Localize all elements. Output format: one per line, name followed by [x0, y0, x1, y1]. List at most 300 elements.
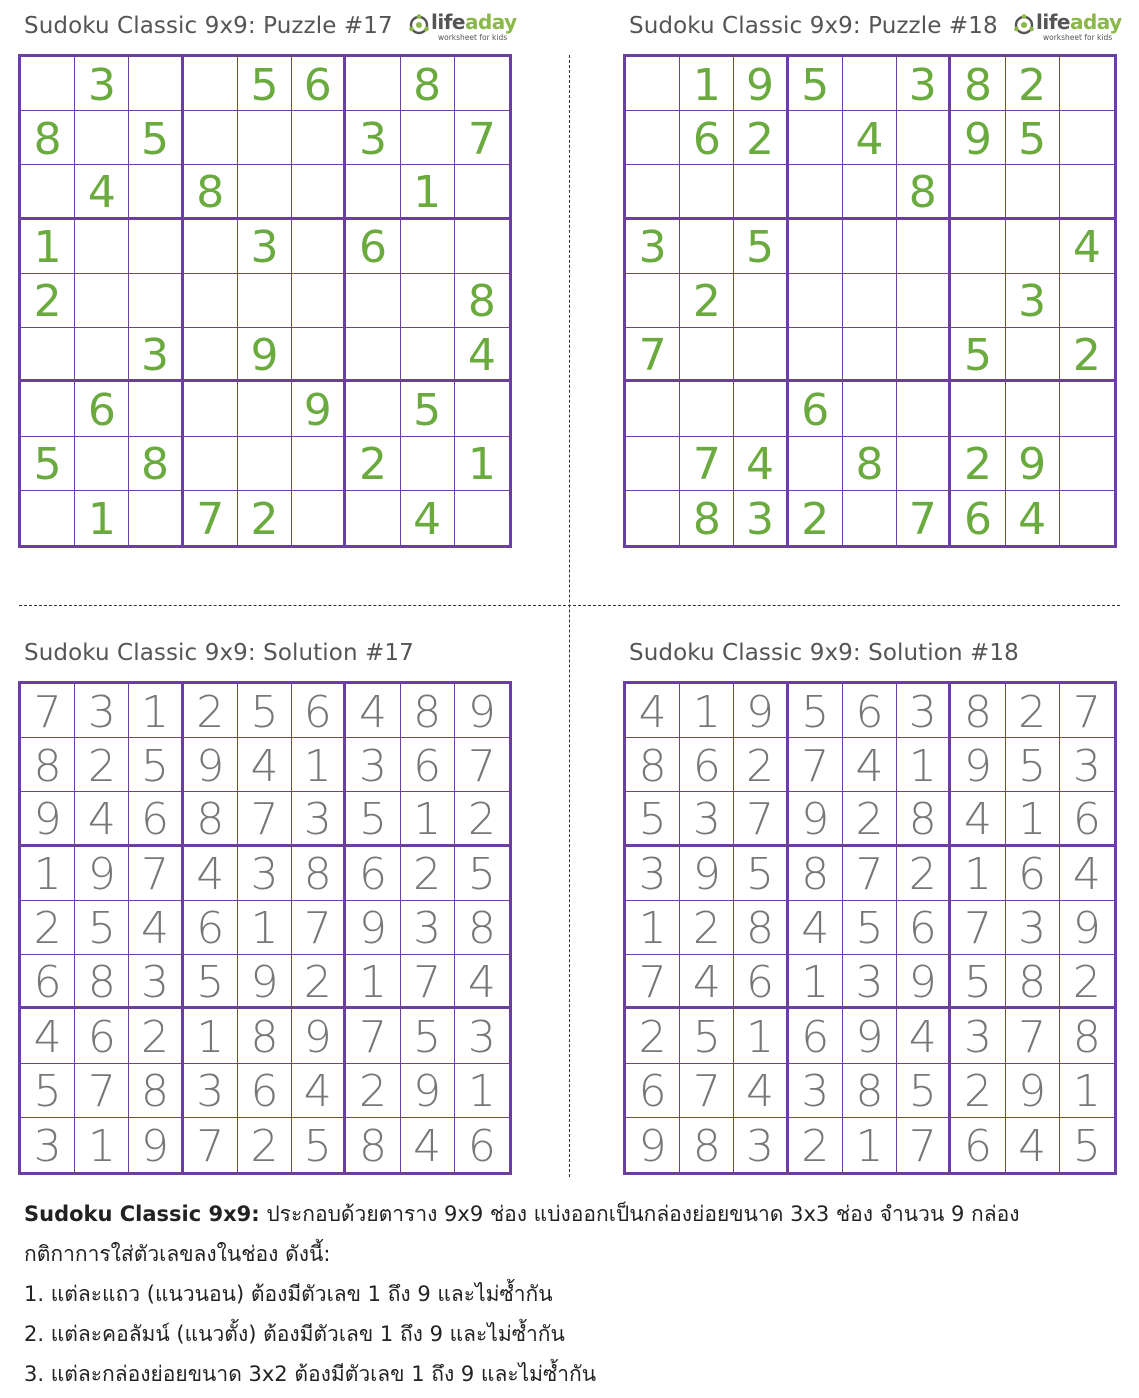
sudoku-cell: 1 [75, 1118, 129, 1172]
sudoku-cell: 1 [75, 491, 129, 545]
sudoku-cell: 7 [238, 792, 292, 846]
sudoku-cell [626, 437, 680, 491]
sudoku-cell [1006, 165, 1060, 219]
sudoku-cell: 1 [897, 738, 951, 792]
sudoku-cell: 9 [843, 1009, 897, 1063]
lifeaday-logo [1013, 10, 1122, 46]
sudoku-cell: 9 [734, 57, 788, 111]
sudoku-cell: 2 [789, 491, 843, 545]
sudoku-cell: 3 [626, 220, 680, 274]
sudoku-cell: 3 [897, 684, 951, 738]
sudoku-cell: 6 [346, 220, 400, 274]
sudoku-cell: 1 [789, 955, 843, 1009]
sudoku-cell [455, 220, 509, 274]
sudoku-cell: 5 [401, 1009, 455, 1063]
sudoku-cell: 8 [292, 847, 346, 901]
sudoku-cell: 2 [75, 738, 129, 792]
sudoku-cell: 2 [951, 437, 1005, 491]
sudoku-cell: 3 [75, 684, 129, 738]
sudoku-cell: 8 [897, 165, 951, 219]
puzzle-17-title: Sudoku Classic 9x9: Puzzle #17 [24, 13, 393, 39]
sudoku-cell: 6 [680, 738, 734, 792]
sudoku-cell: 9 [129, 1118, 183, 1172]
sudoku-cell: 5 [626, 792, 680, 846]
vertical-cut-line [569, 55, 570, 1177]
sudoku-cell: 6 [1006, 847, 1060, 901]
sudoku-cell: 7 [1060, 684, 1114, 738]
sudoku-cell: 6 [346, 847, 400, 901]
sudoku-cell: 4 [1060, 220, 1114, 274]
sudoku-cell: 9 [897, 955, 951, 1009]
sudoku-cell: 5 [1072, 1120, 1101, 1172]
rule-2: 2. แต่ละคอลัมน์ (แนวตั้ง) ต้องมีตัวเลข 1 ถึง 9 และไม่ซ้ำกัน [24, 1322, 565, 1346]
sudoku-cell: 6 [734, 955, 788, 1009]
sudoku-cell: 7 [184, 491, 238, 545]
sudoku-cell [129, 382, 183, 436]
puzzle-18-title: Sudoku Classic 9x9: Puzzle #18 [629, 13, 998, 39]
sudoku-cell: 8 [21, 738, 75, 792]
sudoku-cell: 9 [455, 684, 509, 738]
sudoku-cell: 8 [401, 684, 455, 738]
sudoku-cell: 9 [1006, 1064, 1060, 1118]
sudoku-cell [346, 57, 400, 111]
sudoku-cell: 2 [238, 491, 292, 545]
sudoku-cell: 6 [401, 738, 455, 792]
sudoku-cell: 4 [346, 684, 400, 738]
sudoku-cell: 5 [1006, 111, 1060, 165]
sudoku-cell: 8 [129, 1064, 183, 1118]
sudoku-cell: 8 [184, 165, 238, 219]
sudoku-cell [455, 165, 509, 219]
sudoku-cell: 7 [897, 491, 951, 545]
sudoku-cell [789, 111, 843, 165]
sudoku-cell [292, 437, 346, 491]
sudoku-cell: 9 [184, 738, 238, 792]
sudoku-cell: 2 [897, 847, 951, 901]
sudoku-cell: 7 [951, 901, 1005, 955]
sudoku-cell [75, 437, 129, 491]
sudoku-cell: 9 [401, 1064, 455, 1118]
sudoku-cell: 6 [951, 491, 1005, 545]
sudoku-cell [21, 57, 75, 111]
sudoku-cell [734, 274, 788, 328]
sudoku-cell: 9 [626, 1118, 680, 1172]
sudoku-cell: 5 [734, 220, 788, 274]
sudoku-cell: 2 [184, 684, 238, 738]
sudoku-cell: 3 [626, 847, 680, 901]
sudoku-cell: 6 [1060, 792, 1114, 846]
sudoku-cell: 4 [734, 1064, 788, 1118]
sudoku-cell [680, 328, 734, 382]
sudoku-cell [1060, 491, 1114, 545]
solution-18-title: Sudoku Classic 9x9: Solution #18 [629, 640, 1019, 666]
sudoku-cell: 1 [951, 847, 1005, 901]
sudoku-cell: 3 [129, 955, 183, 1009]
sudoku-cell [292, 220, 346, 274]
sudoku-cell [346, 382, 400, 436]
sudoku-cell: 2 [1006, 57, 1060, 111]
intro-heading: Sudoku Classic 9x9: [24, 1202, 260, 1226]
sudoku-cell: 7 [75, 1064, 129, 1118]
sudoku-cell [789, 274, 843, 328]
sudoku-cell [626, 382, 680, 436]
sudoku-cell: 7 [184, 1118, 238, 1172]
sudoku-cell [680, 220, 734, 274]
sudoku-cell [21, 165, 75, 219]
sudoku-cell: 8 [843, 1064, 897, 1118]
sudoku-cell: 5 [129, 738, 183, 792]
sudoku-cell [238, 382, 292, 436]
sudoku-cell [789, 328, 843, 382]
sudoku-cell: 9 [238, 955, 292, 1009]
sudoku-cell: 6 [75, 1009, 129, 1063]
sudoku-cell: 4 [626, 684, 680, 738]
sudoku-cell: 9 [238, 328, 292, 382]
sudoku-cell: 3 [238, 847, 292, 901]
sudoku-cell [789, 165, 843, 219]
sudoku-cell: 2 [626, 1009, 680, 1063]
sudoku-cell: 7 [843, 847, 897, 901]
sudoku-cell [401, 111, 455, 165]
sudoku-cell: 4 [789, 901, 843, 955]
sudoku-cell: 3 [951, 1009, 1005, 1063]
sudoku-cell: 3 [184, 1064, 238, 1118]
sudoku-cell [951, 220, 1005, 274]
sudoku-cell: 7 [626, 955, 680, 1009]
sudoku-cell: 6 [21, 955, 75, 1009]
sudoku-cell: 4 [951, 792, 1005, 846]
sudoku-cell: 5 [680, 1009, 734, 1063]
sudoku-cell: 6 [292, 57, 346, 111]
sudoku-cell: 2 [292, 955, 346, 1009]
sudoku-cell [843, 382, 897, 436]
sudoku-cell: 8 [789, 847, 843, 901]
sudoku-cell: 7 [626, 328, 680, 382]
sudoku-cell: 6 [292, 684, 346, 738]
sudoku-cell [292, 328, 346, 382]
sudoku-cell: 7 [897, 1118, 951, 1172]
sudoku-cell: 4 [455, 328, 509, 382]
sudoku-cell: 6 [951, 1118, 1005, 1172]
sudoku-cell: 1 [401, 165, 455, 219]
sudoku-cell [184, 328, 238, 382]
sudoku-cell: 8 [346, 1118, 400, 1172]
sudoku-cell: 3 [292, 792, 346, 846]
sudoku-cell [951, 382, 1005, 436]
sudoku-cell [626, 57, 680, 111]
sudoku-cell: 5 [75, 901, 129, 955]
sudoku-cell: 4 [1006, 491, 1060, 545]
logo-word-aday: aday [1069, 10, 1122, 34]
sudoku-cell [75, 111, 129, 165]
sudoku-cell [680, 165, 734, 219]
rules-description [24, 1198, 1124, 1398]
sudoku-cell [184, 274, 238, 328]
sudoku-cell [789, 437, 843, 491]
sudoku-cell: 3 [789, 1064, 843, 1118]
sudoku-cell: 5 [346, 792, 400, 846]
sudoku-cell: 6 [129, 792, 183, 846]
sudoku-cell: 5 [1006, 738, 1060, 792]
sudoku-cell: 3 [734, 491, 788, 545]
sudoku-cell: 2 [455, 792, 509, 846]
sudoku-cell [75, 274, 129, 328]
sudoku-cell: 9 [734, 684, 788, 738]
sudoku-cell: 9 [292, 1009, 346, 1063]
sudoku-cell: 1 [455, 1064, 509, 1118]
sudoku-cell: 7 [129, 847, 183, 901]
sudoku-cell: 7 [401, 955, 455, 1009]
sudoku-cell [401, 328, 455, 382]
sudoku-cell: 3 [401, 901, 455, 955]
sudoku-cell [292, 165, 346, 219]
sudoku-cell: 7 [734, 792, 788, 846]
sudoku-cell: 8 [401, 57, 455, 111]
sudoku-cell [75, 328, 129, 382]
sudoku-cell: 2 [734, 111, 788, 165]
sudoku-cell: 4 [292, 1064, 346, 1118]
sudoku-cell: 9 [680, 847, 734, 901]
sudoku-cell: 3 [843, 955, 897, 1009]
sudoku-cell [843, 57, 897, 111]
sudoku-cell [129, 57, 183, 111]
sudoku-cell: 3 [455, 1009, 509, 1063]
sudoku-cell [734, 328, 788, 382]
intro-text: ประกอบด้วยตาราง 9x9 ช่อง แบ่งออกเป็นกล่องย่อยขนาด 3x3 ช่อง จำนวน 9 กล่อง [259, 1202, 1020, 1226]
horizontal-cut-line [19, 605, 1120, 606]
sudoku-cell: 4 [843, 738, 897, 792]
sudoku-cell: 9 [292, 382, 346, 436]
sudoku-cell: 4 [184, 847, 238, 901]
sudoku-cell [1060, 382, 1114, 436]
sudoku-cell: 9 [346, 901, 400, 955]
sudoku-cell [626, 274, 680, 328]
sudoku-cell: 4 [680, 955, 734, 1009]
sudoku-cell: 7 [1006, 1009, 1060, 1063]
sudoku-cell [292, 274, 346, 328]
sudoku-cell: 8 [129, 437, 183, 491]
sudoku-cell: 8 [626, 738, 680, 792]
sudoku-cell: 4 [734, 437, 788, 491]
sudoku-cell: 1 [21, 220, 75, 274]
sudoku-cell: 1 [1060, 1064, 1114, 1118]
sudoku-cell: 7 [292, 901, 346, 955]
sudoku-cell: 1 [346, 955, 400, 1009]
sudoku-cell [897, 220, 951, 274]
sudoku-cell: 8 [238, 1009, 292, 1063]
sudoku-cell [951, 274, 1005, 328]
sudoku-cell: 9 [789, 792, 843, 846]
sudoku-cell: 4 [1060, 847, 1114, 901]
sudoku-cell: 5 [129, 111, 183, 165]
sudoku-cell: 3 [734, 1118, 788, 1172]
sudoku-cell: 2 [951, 1064, 1005, 1118]
sudoku-cell [843, 491, 897, 545]
sudoku-cell: 5 [897, 1064, 951, 1118]
sudoku-cell: 6 [467, 1120, 496, 1172]
sudoku-cell [21, 491, 75, 545]
sudoku-cell: 5 [184, 955, 238, 1009]
sudoku-cell: 2 [1006, 684, 1060, 738]
sudoku-cell: 6 [789, 1009, 843, 1063]
sudoku-cell: 9 [951, 111, 1005, 165]
sudoku-cell: 2 [129, 1009, 183, 1063]
sudoku-cell [626, 491, 680, 545]
sudoku-cell: 1 [680, 57, 734, 111]
sudoku-cell [951, 165, 1005, 219]
sudoku-cell: 5 [401, 382, 455, 436]
sudoku-cell: 2 [680, 274, 734, 328]
sudoku-cell: 8 [455, 901, 509, 955]
sudoku-cell [346, 328, 400, 382]
sudoku-cell: 8 [951, 57, 1005, 111]
sudoku-cell: 6 [238, 1064, 292, 1118]
sudoku-cell: 2 [734, 738, 788, 792]
sudoku-cell: 3 [21, 1118, 75, 1172]
sudoku-cell [238, 111, 292, 165]
sudoku-cell [897, 382, 951, 436]
sudoku-cell: 5 [734, 847, 788, 901]
sudoku-cell: 5 [843, 901, 897, 955]
sudoku-cell [1060, 111, 1114, 165]
sudoku-cell [401, 274, 455, 328]
sudoku-cell: 3 [1006, 274, 1060, 328]
sudoku-cell: 9 [1060, 901, 1114, 955]
sudoku-cell: 1 [184, 1009, 238, 1063]
sudoku-cell [626, 111, 680, 165]
sudoku-cell: 2 [1060, 328, 1114, 382]
sudoku-cell: 7 [680, 437, 734, 491]
sudoku-cell [184, 382, 238, 436]
sudoku-cell: 7 [455, 111, 509, 165]
sudoku-cell [897, 111, 951, 165]
sudoku-cell [21, 382, 75, 436]
sudoku-cell: 2 [1060, 955, 1114, 1009]
sudoku-cell: 7 [789, 738, 843, 792]
sudoku-cell: 2 [346, 1064, 400, 1118]
rule-3: 3. แต่ละกล่องย่อยขนาด 3x2 ต้องมีตัวเลข 1 ถึง 9 และไม่ซ้ำกัน [24, 1362, 597, 1386]
sudoku-cell [1060, 274, 1114, 328]
sudoku-cell: 6 [680, 111, 734, 165]
sudoku-cell [734, 382, 788, 436]
sudoku-cell: 7 [346, 1009, 400, 1063]
sudoku-cell: 5 [951, 328, 1005, 382]
sudoku-cell: 5 [238, 57, 292, 111]
sudoku-cell: 7 [455, 738, 509, 792]
sudoku-cell [680, 382, 734, 436]
sudoku-cell [897, 437, 951, 491]
sudoku-cell [129, 274, 183, 328]
sudoku-cell: 4 [843, 111, 897, 165]
sudoku-cell [184, 111, 238, 165]
sudoku-cell: 2 [680, 901, 734, 955]
solution-18-grid [623, 681, 1117, 1175]
sudoku-cell: 8 [1006, 955, 1060, 1009]
sudoku-cell: 4 [401, 491, 455, 545]
sudoku-cell: 8 [21, 111, 75, 165]
sudoku-cell [346, 274, 400, 328]
sudoku-cell: 7 [21, 684, 75, 738]
puzzle-18-grid [623, 54, 1117, 548]
sudoku-cell: 1 [129, 684, 183, 738]
sudoku-cell: 2 [21, 901, 75, 955]
sudoku-cell: 4 [238, 738, 292, 792]
sudoku-cell: 4 [75, 792, 129, 846]
rules-intro: กติกาการใส่ตัวเลขลงในช่อง ดังนี้: [24, 1242, 331, 1266]
sudoku-cell: 5 [789, 684, 843, 738]
sudoku-cell: 2 [843, 792, 897, 846]
sudoku-cell: 2 [21, 274, 75, 328]
sudoku-cell [401, 220, 455, 274]
sudoku-cell: 4 [401, 1118, 455, 1172]
sudoku-cell: 8 [680, 491, 734, 545]
sudoku-cell: 3 [75, 57, 129, 111]
solution-17-title: Sudoku Classic 9x9: Solution #17 [24, 640, 414, 666]
logo-word-life: life [1036, 10, 1070, 34]
sudoku-cell: 4 [75, 165, 129, 219]
sudoku-cell: 8 [843, 437, 897, 491]
sudoku-cell: 8 [951, 684, 1005, 738]
sudoku-cell: 3 [129, 328, 183, 382]
logo-mark-icon [1013, 14, 1035, 36]
sudoku-cell [843, 274, 897, 328]
sudoku-cell [455, 382, 509, 436]
sudoku-cell: 6 [626, 1064, 680, 1118]
sudoku-cell: 1 [734, 1009, 788, 1063]
sudoku-cell: 3 [238, 220, 292, 274]
logo-tagline: worksheet for kids [1043, 33, 1113, 42]
sudoku-cell: 8 [184, 792, 238, 846]
sudoku-cell [238, 165, 292, 219]
sudoku-cell: 2 [238, 1118, 292, 1172]
sudoku-cell: 8 [75, 955, 129, 1009]
sudoku-cell: 6 [75, 382, 129, 436]
sudoku-cell: 5 [21, 437, 75, 491]
sudoku-cell: 1 [843, 1118, 897, 1172]
sudoku-cell: 5 [292, 1118, 346, 1172]
sudoku-cell: 1 [1006, 792, 1060, 846]
sudoku-cell: 5 [455, 847, 509, 901]
sudoku-cell: 4 [1006, 1118, 1060, 1172]
puzzle-17-grid [18, 54, 512, 548]
sudoku-cell: 3 [1006, 901, 1060, 955]
sudoku-cell [734, 165, 788, 219]
sudoku-cell [626, 165, 680, 219]
sudoku-cell [292, 111, 346, 165]
sudoku-cell: 6 [897, 901, 951, 955]
sudoku-cell: 1 [238, 901, 292, 955]
sudoku-cell: 4 [897, 1009, 951, 1063]
sudoku-cell [238, 437, 292, 491]
sudoku-cell [1006, 382, 1060, 436]
rule-1: 1. แต่ละแถว (แนวนอน) ต้องมีตัวเลข 1 ถึง 9 และไม่ซ้ำกัน [24, 1282, 553, 1306]
sudoku-cell: 3 [346, 738, 400, 792]
sudoku-cell: 5 [238, 684, 292, 738]
sudoku-cell: 8 [897, 792, 951, 846]
sudoku-cell [129, 220, 183, 274]
sudoku-cell [346, 165, 400, 219]
sudoku-cell: 8 [455, 274, 509, 328]
intro-line [24, 1198, 1124, 1238]
sudoku-cell: 5 [21, 1064, 75, 1118]
sudoku-cell [1060, 57, 1114, 111]
sudoku-cell: 2 [789, 1118, 843, 1172]
sudoku-cell: 5 [951, 955, 1005, 1009]
sudoku-cell [843, 328, 897, 382]
sudoku-cell [897, 328, 951, 382]
sudoku-cell: 7 [680, 1064, 734, 1118]
sudoku-cell [21, 328, 75, 382]
